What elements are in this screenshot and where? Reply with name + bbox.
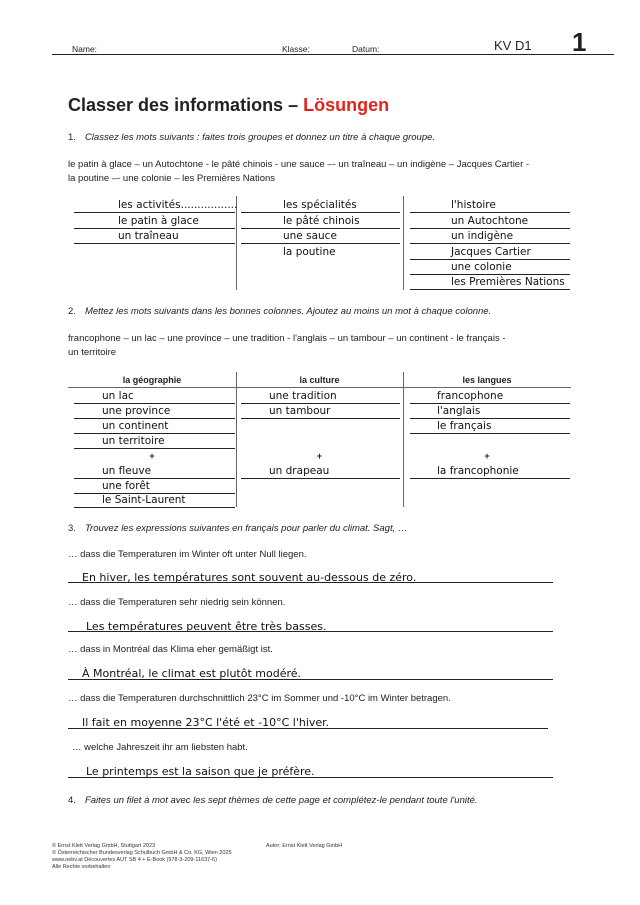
ex1-col3-item: les Premières Nations — [451, 276, 565, 288]
ex1-col3-item: un indigène — [451, 230, 514, 242]
ex1-instruction — [68, 133, 435, 143]
ex3-answer-line — [68, 679, 553, 680]
ex2-col3-item: le français — [437, 420, 492, 432]
header-rule — [52, 54, 614, 55]
ex2-col2-added: un drapeau — [269, 465, 330, 477]
date-label: Datum: — [352, 44, 380, 54]
ex3-answer: En hiver, les températures sont souvent au-dessous de zéro. — [82, 571, 417, 584]
ex2-instruction-text: Mettez les mots suivants dans les bonnes colonnes. Ajoutez au moins un mot à chaque colonne. — [84, 306, 492, 317]
ex3-prompt: … dass die Temperaturen durchschnittlich 23°C im Sommer und -10°C im Winter betragen. — [68, 693, 451, 704]
footer-line: Alle Rechte vorbehalten — [52, 864, 111, 870]
ex2-col1-item: un lac — [102, 390, 134, 402]
ex4-instruction — [68, 796, 478, 806]
page-title — [68, 95, 389, 116]
ex3-answer-line — [68, 728, 548, 729]
footer-line: © Ernst Klett Verlag GmbH, Stuttgart 2023 — [52, 843, 156, 849]
ex3-prompt: … dass in Montréal das Klima eher gemäßigt ist. — [68, 644, 273, 655]
ex1-col2-title: les spécialités — [283, 199, 357, 211]
ex1-col1-title: les activités................. — [118, 199, 238, 211]
footer-line: © Österreichischer Bundesverlag Schulbuch GmbH & Co. KG, Wien 2025 — [52, 850, 232, 856]
footer-line: www.oebv.at Découvertes AUT SB 4 + E-Book (978-3-209-11637-6) — [52, 857, 217, 863]
title-accent: Lösungen — [303, 95, 390, 115]
footer-author: Autor: Ernst Klett Verlag GmbH — [266, 843, 343, 849]
ex2-col1-item: un continent — [102, 420, 169, 432]
ex2-col3-header: les langues — [462, 375, 512, 385]
title-main: Classer des informations – — [68, 95, 304, 115]
ex3-instruction-text: Trouvez les expressions suivantes en français pour parler du climat. Sagt, … — [84, 523, 408, 534]
ex4-instruction-text: Faites un filet à mot avec les sept thèmes de cette page et complétez-le pendant toute l'unité. — [84, 795, 478, 806]
ex2-col2-item: un tambour — [269, 405, 331, 417]
ex1-col3-item: une colonie — [451, 261, 512, 273]
ex2-col1-added: le Saint-Laurent — [102, 494, 186, 506]
ex2-col3-item: l'anglais — [437, 405, 481, 417]
ex2-col1-header: la géographie — [122, 375, 182, 385]
ex3-answer-line — [68, 631, 553, 632]
ex2-words-line2: un territoire — [68, 347, 117, 358]
footer-copyright — [52, 843, 232, 871]
ex3-answer: Les températures peuvent être très basses. — [86, 620, 327, 633]
ex2-words-line1: francophone – un lac – une province – une tradition - l'anglais – un tambour – un continent - le français - — [68, 333, 506, 344]
ex3-answer-line — [68, 582, 553, 583]
ex4-number: 4. — [68, 795, 76, 806]
ex2-col1-added: un fleuve — [102, 465, 152, 477]
class-label: Klasse: — [282, 44, 310, 54]
ex1-col3-item: un Autochtone — [451, 215, 529, 227]
ex1-col2-item: le pâté chinois — [283, 215, 360, 227]
ex2-col3-item: francophone — [437, 390, 504, 402]
ex1-col2-item: la poutine — [283, 246, 336, 258]
ex3-answer: À Montréal, le climat est plutôt modéré. — [82, 667, 302, 680]
ex2-col2-header: la culture — [299, 375, 340, 385]
ex2-number: 2. — [68, 306, 76, 317]
ex3-answer: Le printemps est la saison que je préfère. — [86, 765, 315, 778]
ex1-col3-item: Jacques Cartier — [451, 246, 531, 258]
ex3-answer: Il fait en moyenne 23°C l'été et -10°C l'hiver. — [82, 716, 330, 729]
ex2-col3-added: la francophonie — [437, 465, 519, 477]
ex2-col2-item: une tradition — [269, 390, 337, 402]
ex2-col1-plus: + — [149, 451, 155, 461]
ex3-prompt: … welche Jahreszeit ihr am liebsten habt. — [72, 742, 248, 753]
ex1-words-line1: le patin à glace – un Autochtone - le pâté chinois - une sauce –- un traîneau – un indigène – Jacques Cartier - — [68, 159, 530, 170]
ex1-col2-item: une sauce — [283, 230, 337, 242]
ex1-words-line2: la poutine –- une colonie – les Premières Nations — [68, 173, 276, 184]
worksheet-code: KV D1 — [494, 38, 532, 53]
ex1-col3-title: l'histoire — [451, 199, 496, 211]
ex1-col1-item: le patin à glace — [118, 215, 199, 227]
ex2-col3-plus: + — [484, 451, 490, 461]
ex2-col1-item: une province — [102, 405, 171, 417]
ex2-col2-plus: + — [316, 451, 323, 461]
ex3-prompt: … dass die Temperaturen sehr niedrig sein können. — [68, 597, 286, 608]
ex2-instruction — [68, 307, 491, 317]
ex3-instruction — [68, 524, 407, 534]
page-number: 1 — [572, 27, 587, 57]
name-label: Name: — [72, 44, 98, 54]
ex3-prompt: … dass die Temperaturen im Winter oft unter Null liegen. — [68, 549, 307, 560]
ex1-number: 1. — [68, 132, 76, 143]
ex3-answer-line — [68, 777, 553, 778]
ex1-instruction-text: Classez les mots suivants : faites trois groupes et donnez un titre à chaque groupe. — [84, 132, 436, 143]
ex2-col1-added: une forêt — [102, 480, 150, 492]
ex3-number: 3. — [68, 523, 76, 534]
ex1-col1-item: un traîneau — [118, 230, 179, 242]
ex2-col1-item: un territoire — [102, 435, 165, 447]
